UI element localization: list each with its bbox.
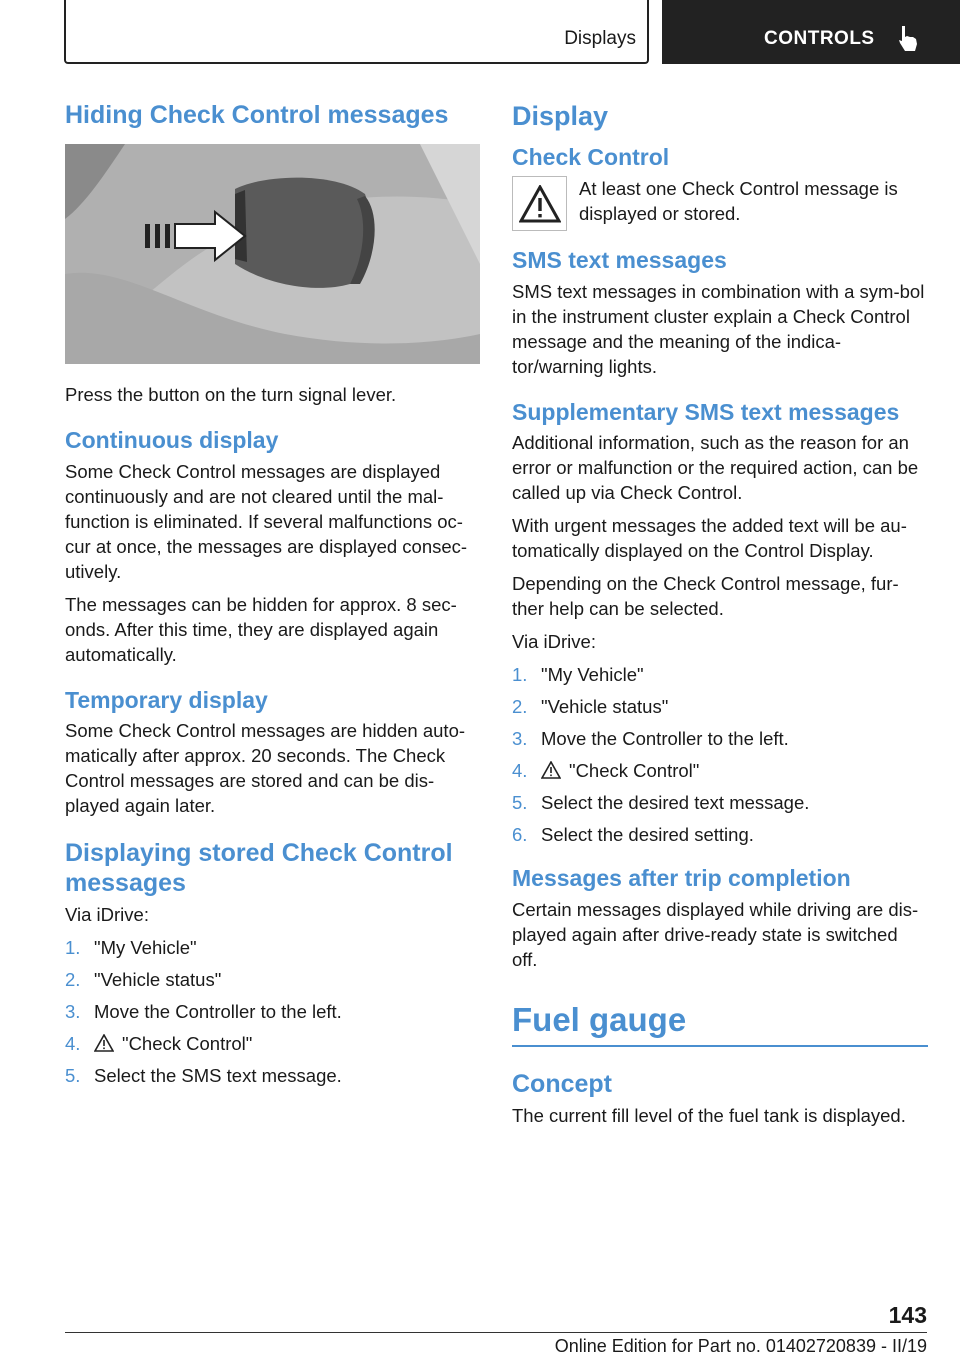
stored-intro: Via iDrive: — [65, 904, 149, 926]
list-item: 3. Move the Controller to the left. — [65, 1001, 342, 1023]
header-section-title: Displays — [564, 28, 636, 49]
section-title-fuel-gauge: Fuel gauge — [512, 1000, 928, 1048]
warning-triangle-icon — [541, 761, 561, 779]
heading-displaying-stored: Displaying stored Check Control messages — [65, 839, 453, 898]
page-number: 143 — [888, 1302, 927, 1328]
list-item: 1. "My Vehicle" — [65, 937, 197, 959]
supp-steps-list — [512, 662, 928, 847]
warning-triangle-icon — [94, 1034, 114, 1052]
list-item: 4. "Check Control" — [65, 1033, 253, 1055]
check-control-warning-text: At least one Check Control message is displayed or stored. — [579, 177, 898, 224]
warning-symbol-box — [512, 176, 567, 231]
list-item: 5. Select the SMS text message. — [65, 1065, 342, 1087]
list-item: 1. "My Vehicle" — [512, 664, 644, 686]
sms-paragraph-1: SMS text messages in combination with a sym‐bol in the instrument cluster explain a Check Control message and the meaning of the indica‐tor/warning lights. — [512, 280, 925, 377]
heading-messages-after-trip: Messages after trip completion — [512, 865, 851, 892]
list-item: 3. Move the Controller to the left. — [512, 728, 789, 750]
stored-steps-list — [65, 935, 480, 1088]
header-chapter-title: CONTROLS — [764, 28, 875, 49]
supp-paragraph-1: Additional information, such as the reason for an error or malfunction or the required action, can be called up via Check Control. — [512, 432, 919, 504]
left-column — [65, 100, 480, 1095]
section-title-display: Display — [512, 101, 609, 131]
after-trip-paragraph-1: Certain messages displayed while driving are dis‐played again after drive-ready state is switched off. — [512, 898, 919, 970]
check-control-warning — [512, 176, 928, 231]
list-item: 6. Select the desired setting. — [512, 824, 754, 846]
supp-paragraph-2: With urgent messages the added text will be au‐tomatically displayed on the Control Display. — [512, 515, 907, 562]
supp-paragraph-3: Depending on the Check Control message, fur‐ther help can be selected. — [512, 573, 899, 620]
temporary-paragraph-1: Some Check Control messages are hidden auto‐matically after approx. 20 seconds. The Check Control messages are stored and can be dis‐played again later. — [65, 720, 466, 817]
heading-temporary-display: Temporary display — [65, 686, 268, 713]
right-column — [512, 100, 928, 1136]
continuous-paragraph-1: Some Check Control messages are displayed continuously and are not cleared until the mal‐function is eliminated. If several malfunctions oc‐cur at once, the messages are displayed consec‐utively. — [65, 460, 468, 582]
list-item: 2. "Vehicle status" — [512, 696, 669, 718]
warning-triangle-icon — [519, 185, 561, 223]
heading-concept: Concept — [512, 1070, 612, 1099]
turn-signal-lever-illustration — [65, 144, 480, 364]
section-title-hiding: Hiding Check Control messages — [65, 101, 449, 129]
list-item: 4. "Check Control" — [512, 760, 700, 782]
list-item: 5. Select the desired text message. — [512, 792, 810, 814]
heading-supplementary-sms: Supplementary SMS text messages — [512, 398, 900, 425]
footer-edition: Online Edition for Part no. 01402720839 - II/19 — [554, 1336, 927, 1356]
heading-continuous-display: Continuous display — [65, 427, 279, 453]
heading-sms-text-messages: SMS text messages — [512, 246, 727, 273]
list-item: 2. "Vehicle status" — [65, 969, 222, 991]
header-tab-section — [64, 0, 649, 64]
continuous-paragraph-2: The messages can be hidden for approx. 8 sec‐onds. After this time, they are displayed again automatically. — [65, 593, 457, 665]
supp-intro: Via iDrive: — [512, 631, 596, 653]
heading-check-control: Check Control — [512, 144, 670, 171]
illustration-caption: Press the button on the turn signal lever. — [65, 384, 397, 405]
concept-paragraph: The current fill level of the fuel tank is displayed. — [512, 1105, 906, 1127]
pointing-hand-icon — [895, 24, 921, 54]
footer-divider — [65, 1332, 927, 1333]
